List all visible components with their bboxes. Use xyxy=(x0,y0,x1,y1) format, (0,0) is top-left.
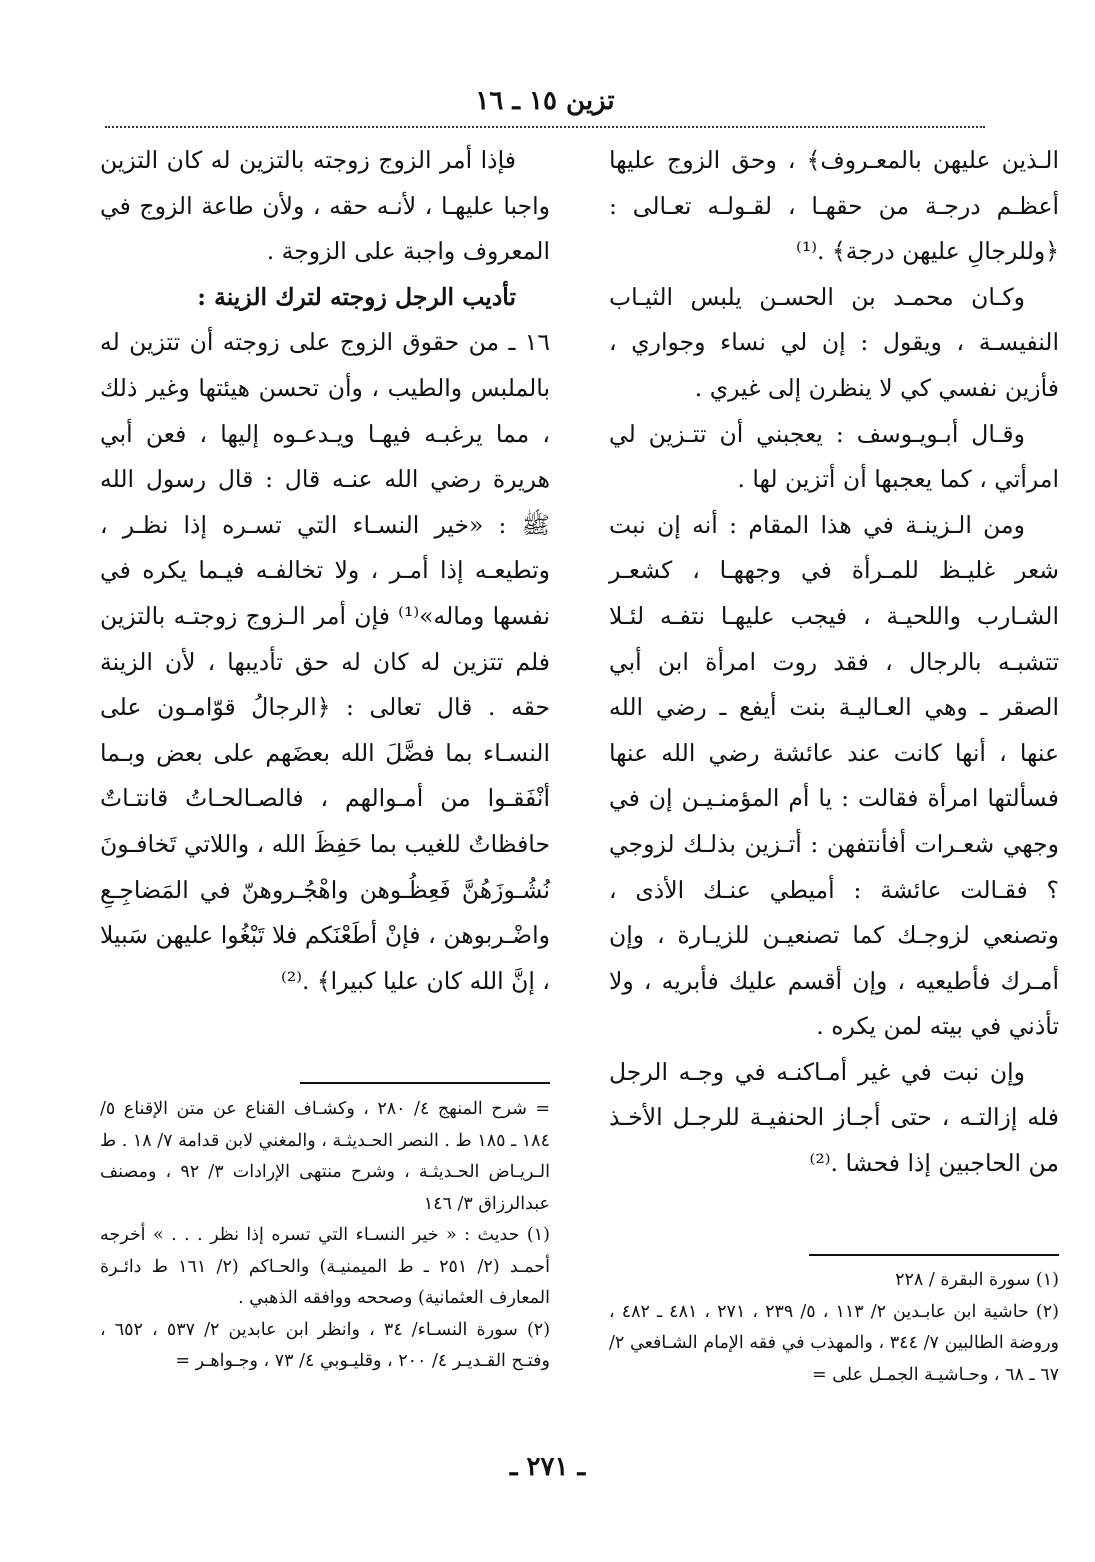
left-text-column xyxy=(100,138,550,1004)
left-section-paragraph: ١٦ ـ من حقوق الزوج على زوجته أن تتزين له بالملبس والطيب ، وأن تحسن هيئتها وغير ذلك ، مما يرغبـه فيهـا ويـدعـوه إليها ، فعن أبي هريرة رضي الله عنـه قال : قال رسول الله ﷺ : «خير النسـاء التي تسـره إذا نظـر ، وتطيعـه إذا أمـر ، ولا تخالفـه فيـما يكره في نفسها وماله»⁽¹⁾ فإن أمر الـزوج زوجتـه بالتزين فلم تتزين له كان له حق تأديبها ، لأن الزينة حقه . قال تعالى : ﴿الرجالُ قوّامـون على النسـاء بما فضَّلَ الله بعضَهم على بعض وبـما أنْفَقـوا من أمـوالهم ، فالصـالحـاتُ قانتـاتٌ حافظاتٌ للغيب بما حَفِظَ الله ، واللاتي تَخافـونَ نُشُـوزَهُنَّ فَعِظُـوهن واهْجُـروهنّ في المَضاجِـعِ واضْـربوهن ، فإنْ أطَعْنَكم فلا تَبْغُوا عليهن سَبيلا ، إنَّ الله كان عليا كبيرا﴾ .⁽²⁾ xyxy=(100,328,551,995)
right-paragraph-4: ومن الـزينـة في هذا المقام : أنه إن نبت شعر غليـظ للمـرأة في وجههـا ، كشعـر الشـارب واللحيـة ، فيجب عليهـا نتفـه لئـلا تتشبـه بالرجال ، فقد روت امرأة ابن أبي الصقر ـ وهي العـاليـة بنت أيفع ـ رضي الله عنها ، أنها كانت عند عائشة رضي الله عنها فسألتها امرأة فقالت : يا أم المؤمنـيـن إن في وجهي شعـرات أفأنتفهن : أتـزين بذلـك لزوجي ؟ فقـالت عائشة : أميطي عنـك الأذى ، وتصنعي لزوجـك كما تصنعيـن للزيـارة ، وإن أمـرك فأطيعيه ، وإن أقسم عليك فأبريه ، ولا تأذني في بيته لمن يكره . xyxy=(609,510,1059,1041)
left-footnote-2: (٢) سورة النسـاء/ ٣٤ ، وانظر ابن عابدين ٢/ ٥٣٧ ، ٦٥٢ ، وفتـح القـديـر ٤/ ٢٠٠ ، وقليـوبي ٤/ ٧٣ ، وجـواهـر = xyxy=(100,1319,551,1371)
right-footnote-divider xyxy=(809,1254,1059,1256)
right-footnote-2: (٢) حاشية ابن عابـدين ٢/ ١١٣ ، ٥/ ٢٣٩ ، ٢٧١ ، ٤٨١ ـ ٤٨٢ ، وروضة الطالبين ٧/ ٣٤٤ ، والمهذب في فقه الإمام الشـافعي ٢/ ٦٧ ـ ٦٨ ، وحـاشيـة الجمـل على = xyxy=(609,1301,1059,1385)
header-dotted-divider xyxy=(105,126,985,128)
right-paragraph-1: الـذين عليهن بالمعـروف﴾ ، وحق الزوج عليها أعظـم درجـة من حقهـا ، لقـولـه تعـالى : ﴿وللرجالِ عليهن درجة﴾ .⁽¹⁾ xyxy=(609,146,1059,266)
right-footnotes xyxy=(609,1265,1059,1391)
left-footnote-divider xyxy=(300,1082,550,1084)
left-intro-paragraph: فإذا أمر الزوج زوجته بالتزين له كان التزين واجبا عليهـا ، لأنـه حقه ، ولأن طاعة الزوج في المعروف واجبة على الزوجة . xyxy=(100,146,550,266)
right-paragraph-5: وإن نبت في غير أمـاكنـه في وجـه الرجل فله إزالتـه ، حتى أجـاز الحنفيـة للرجـل الأخـذ من الحاجبين إذا فحشا .⁽²⁾ xyxy=(609,1057,1059,1178)
right-paragraph-3: وقـال أبـويـوسف : يعجبني أن تتـزين لي امرأتي ، كما يعجبها أن أتزين لها . xyxy=(609,419,1059,494)
right-paragraph-2: وكـان محمـد بن الحسـن يلبس الثيـاب النفيسـة ، ويقول : إن لي نساء وجواري ، فأزين نفسي كي لا ينظرن إلى غيري . xyxy=(609,282,1059,402)
page-header-title: تزين ١٥ ـ ١٦ xyxy=(475,86,615,116)
left-footnote-1: (١) حديث : « خير النسـاء التي تسره إذا نظر . . . » أخرجه أحمـد (٢/ ٢٥١ ـ ط الميمنيـة) والحـاكم (٢/ ١٦١ ط دائـرة المعارف العثمانية) وصححه ووافقه الذهبي . xyxy=(100,1225,550,1308)
page-number: ـ ٢٧١ ـ xyxy=(509,1452,586,1482)
right-text-column xyxy=(609,138,1059,1187)
left-footnote-continuation: = شرح المنهج ٤/ ٢٨٠ ، وكشـاف القناع عن متن الإقناع ٥/ ١٨٤ ـ ١٨٥ ط . النصر الحـديثـة ، والمغني لابن قدامة ٧/ ١٨ . ط الـريـاض الحـديثـة ، وشرح منتهى الإرادات ٣/ ٩٢ ، ومصنف عبدالرزاق ٣/ ١٤٦ xyxy=(100,1099,551,1214)
left-footnotes xyxy=(100,1094,550,1378)
right-footnote-1: (١) سورة البقرة / ٢٢٨ xyxy=(895,1270,1059,1290)
section-heading: تأديب الرجل زوجته لترك الزينة : xyxy=(197,282,516,311)
